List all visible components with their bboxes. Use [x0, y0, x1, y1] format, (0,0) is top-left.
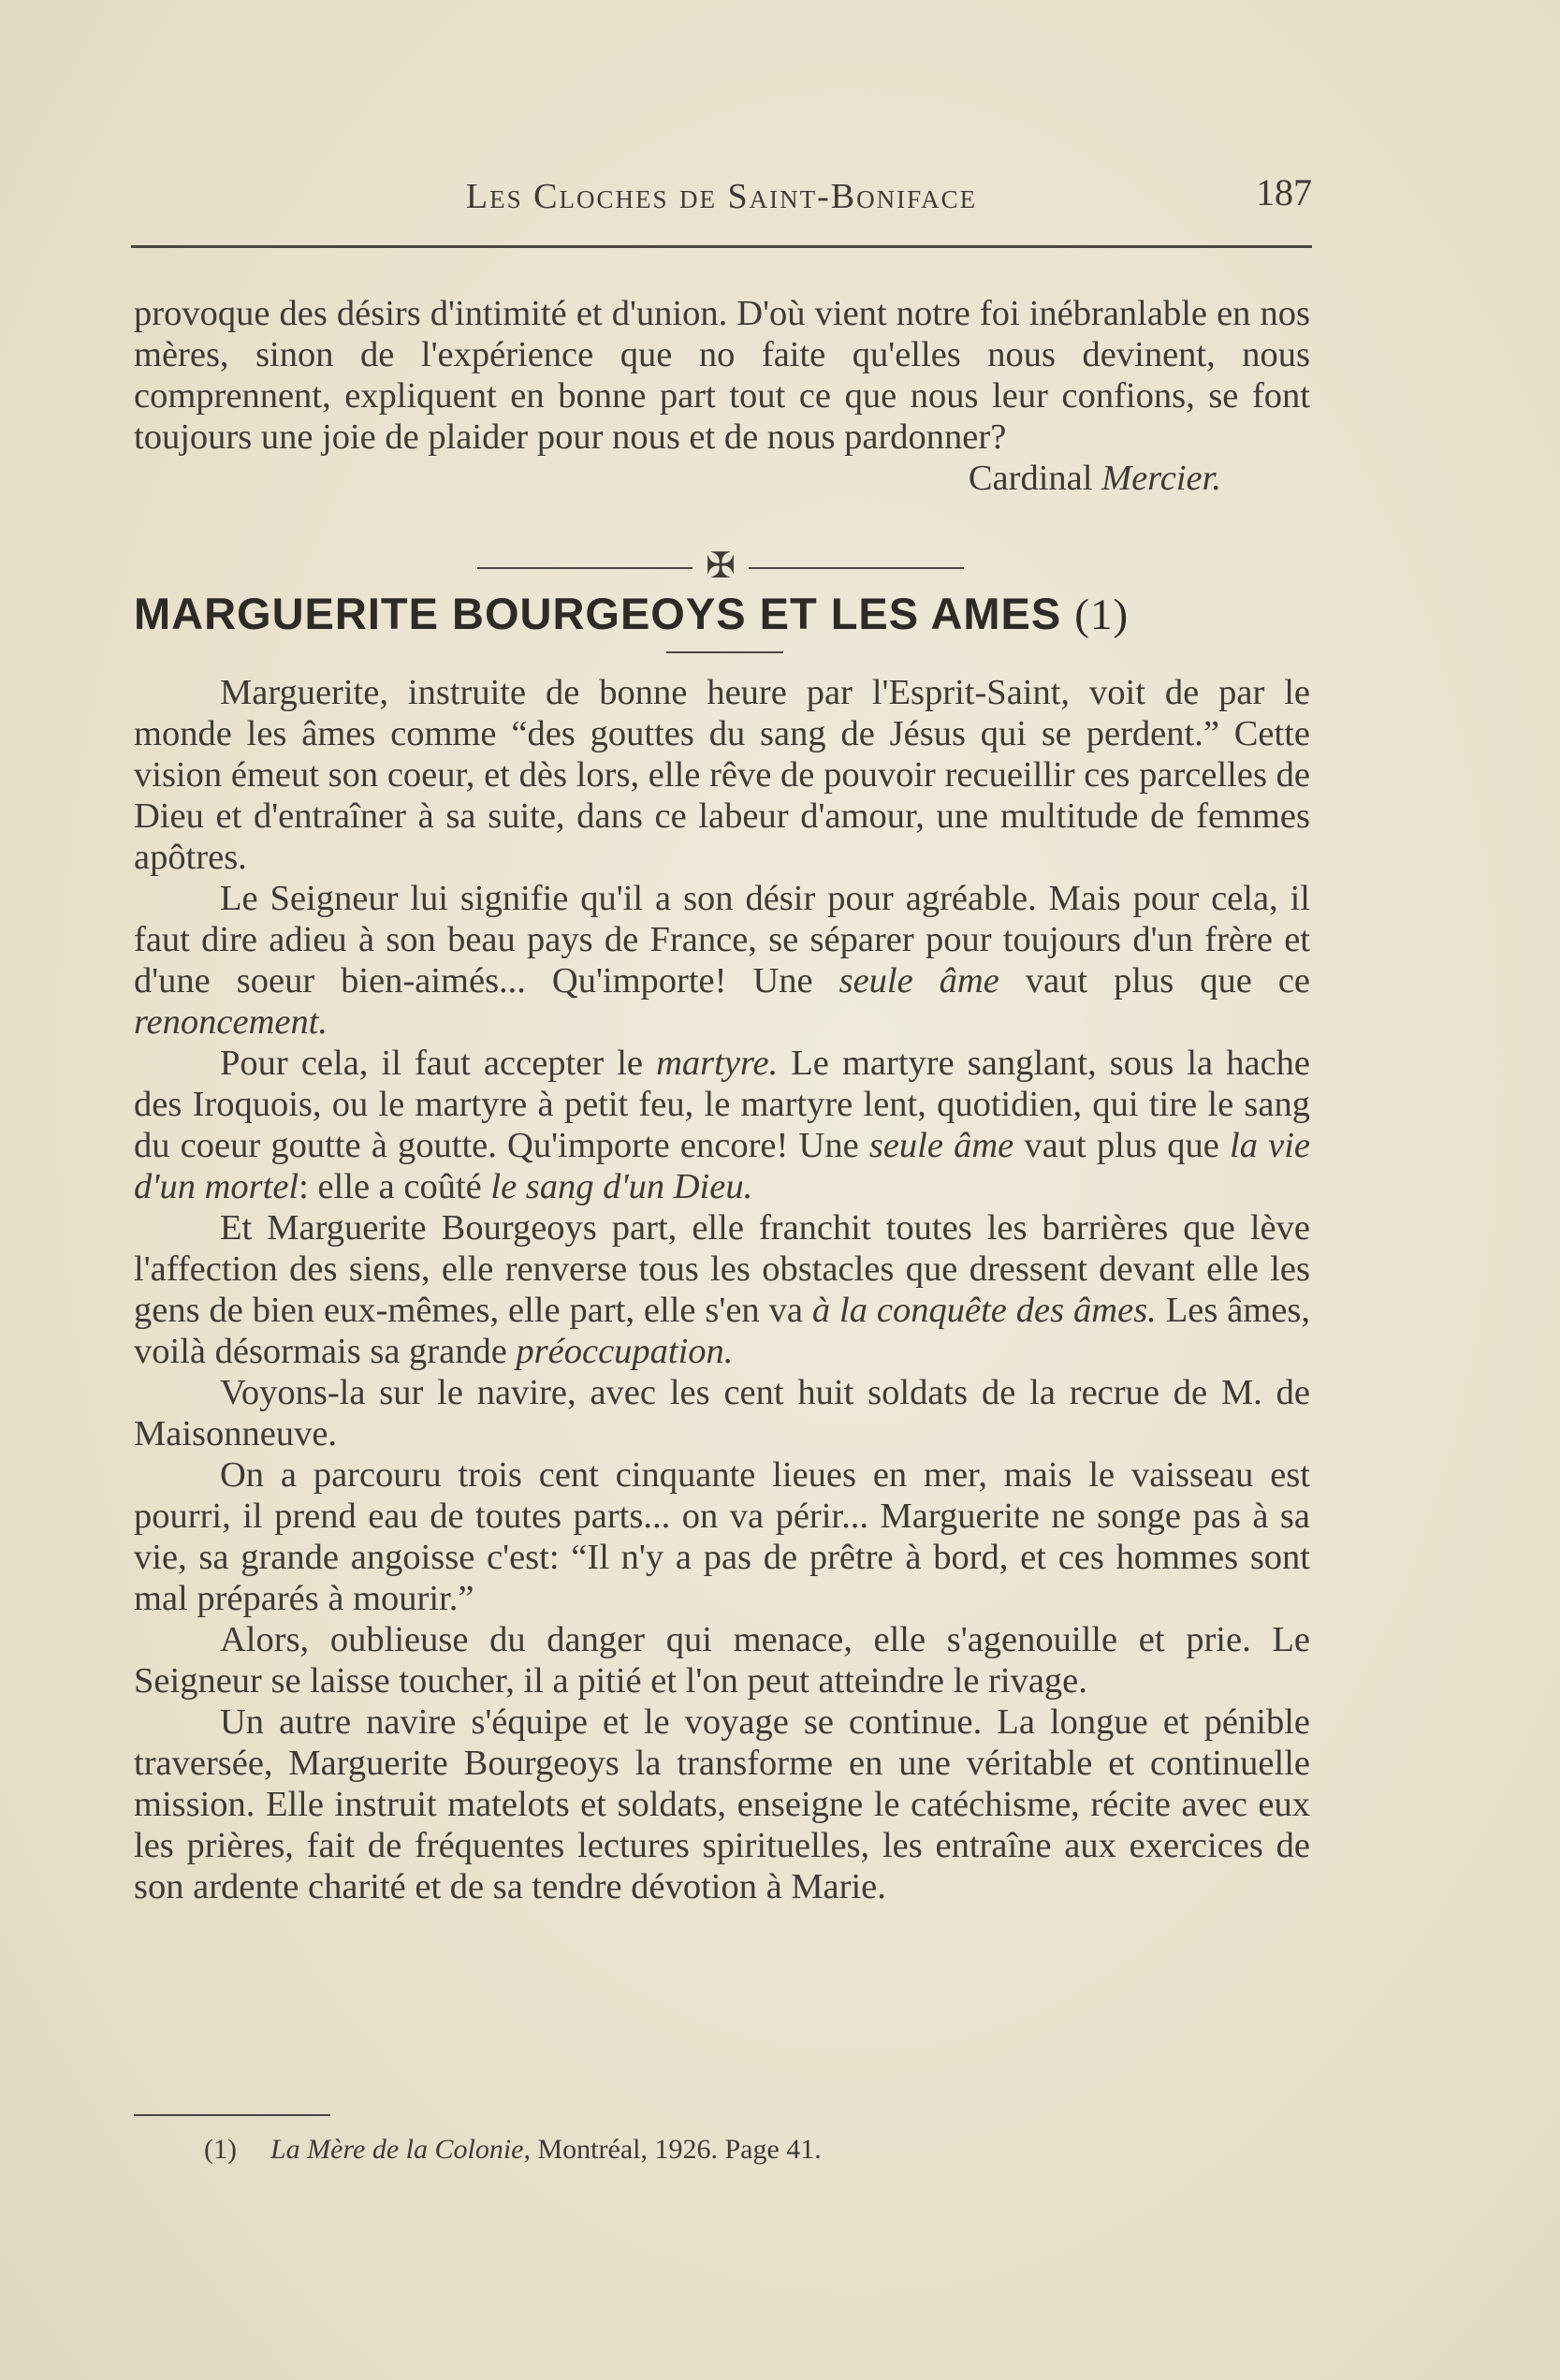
p3-italic-2: seule âme	[868, 1126, 1014, 1165]
p3-italic-4: le sang d'un Dieu.	[490, 1167, 753, 1206]
paragraph-7: Alors, oublieuse du danger qui menace, elle s'agenouille et prie. Le Seigneur se laisse toucher, il a pitié et l'on peut atteindre le rivage.	[134, 1620, 1310, 1701]
p2-text-a: Le Seigneur lui signifie qu'il a son désir pour agréable. Mais pour cela, il faut dire adieu à son beau pays de France, se séparer pour toujours d'un frère et d'une soeur bien-aimés... Qu'importe! Une	[134, 879, 1310, 1000]
footnote-title: La Mère de la Colonie,	[270, 2134, 531, 2165]
intro-quote	[134, 293, 1310, 499]
header-rule	[131, 245, 1312, 248]
title-rule	[666, 651, 783, 653]
signature-prefix: Cardinal	[968, 459, 1093, 498]
article-title	[134, 588, 1310, 640]
p4-text-a: Et Marguerite Bourgeoys part, elle franchit toutes les barrières que lève l'affection des siens, elle renverse tous les obstacles que dressent devant elle les gens de bien eux-mêmes, elle part, elle s'en va	[134, 1208, 1310, 1330]
signature	[134, 458, 1310, 499]
section-divider	[477, 548, 964, 586]
footnote-marker: (1)	[204, 2134, 237, 2165]
divider-line-left	[477, 567, 693, 569]
paragraph-4	[134, 1207, 1310, 1372]
paragraph-5: Voyons-la sur le navire, avec les cent huit soldats de la recrue de M. de Maisonneuve.	[134, 1373, 1310, 1453]
p3-text-d: : elle a coûté	[299, 1167, 491, 1206]
p2-text-b: vaut plus que ce	[999, 961, 1311, 1000]
p3-text-a: Pour cela, il faut accepter le	[220, 1044, 657, 1083]
paragraph-2	[134, 878, 1310, 1043]
p3-italic-3: la vie d'un mortel	[134, 1126, 1310, 1206]
running-title: Les Cloches de Saint-Boniface	[465, 177, 978, 216]
paragraph-3	[134, 1043, 1310, 1207]
divider-line-right	[749, 567, 964, 569]
p4-text-b: Les âmes, voilà désormais sa grande	[134, 1291, 1310, 1371]
p2-italic-1: seule âme	[838, 961, 999, 1000]
paragraph-6: On a parcouru trois cent cinquante lieues en mer, mais le vaisseau est pourri, il prend eau de toutes parts... on va périr... Marguerite ne songe pas à sa vie, sa grande angoisse c'est: “Il n'y a pas de prêtre à bord, et ces hommes sont mal préparés à mourir.”	[134, 1455, 1310, 1618]
intro-paragraph: provoque des désirs d'intimité et d'union. D'où vient notre foi inébranlable en nos mères, sinon de l'expérience que no faite qu'elles nous devinent, nous comprennent, expliquent en bonne part tout ce que nous leur confions, se font toujours une joie de plaider pour nous et de nous pardonner?	[134, 294, 1310, 457]
cross-ornament-icon: ✠	[706, 547, 736, 586]
p3-italic-1: martyre.	[656, 1044, 779, 1083]
running-header	[131, 170, 1312, 226]
p4-italic-2: préoccupation.	[516, 1332, 734, 1371]
p4-italic-1: à la conquête des âmes.	[811, 1291, 1157, 1330]
footnote-rule	[134, 2114, 330, 2116]
footnote	[204, 2134, 822, 2166]
p3-text-b: Le martyre sanglant, sous la hache des Iroquois, ou le martyre à petit feu, le martyre lent, quotidien, qui tire le sang du coeur goutte à goutte. Qu'importe encore! Une	[134, 1044, 1310, 1165]
paragraph-1: Marguerite, instruite de bonne heure par l'Esprit-Saint, voit de par le monde les âmes comme “des gouttes du sang de Jésus qui se perdent.” Cette vision émeut son coeur, et dès lors, elle rêve de pouvoir recueillir ces parcelles de Dieu et d'entraîner à sa suite, dans ce labeur d'amour, une multitude de femmes apôtres.	[134, 673, 1310, 877]
p3-text-c: vaut plus que	[1013, 1126, 1230, 1165]
article-title-text: MARGUERITE BOURGEOYS ET LES AMES	[134, 589, 1062, 638]
article-body	[134, 672, 1310, 1907]
p2-italic-2: renoncement.	[134, 1002, 328, 1042]
page-number: 187	[1256, 171, 1312, 213]
footnote-text: Montréal, 1926. Page 41.	[531, 2134, 822, 2165]
signature-name: Mercier.	[1101, 459, 1221, 498]
paragraph-8: Un autre navire s'équipe et le voyage se continue. La longue et pénible traversée, Marguerite Bourgeoys la transforme en une véritable et continuelle mission. Elle instruit matelots et soldats, enseigne le catéchisme, récite avec eux les prières, fait de fréquentes lectures spirituelles, les entraîne aux exercices de son ardente charité et de sa tendre dévotion à Marie.	[134, 1702, 1310, 1906]
footnote-reference: (1)	[1074, 591, 1130, 639]
